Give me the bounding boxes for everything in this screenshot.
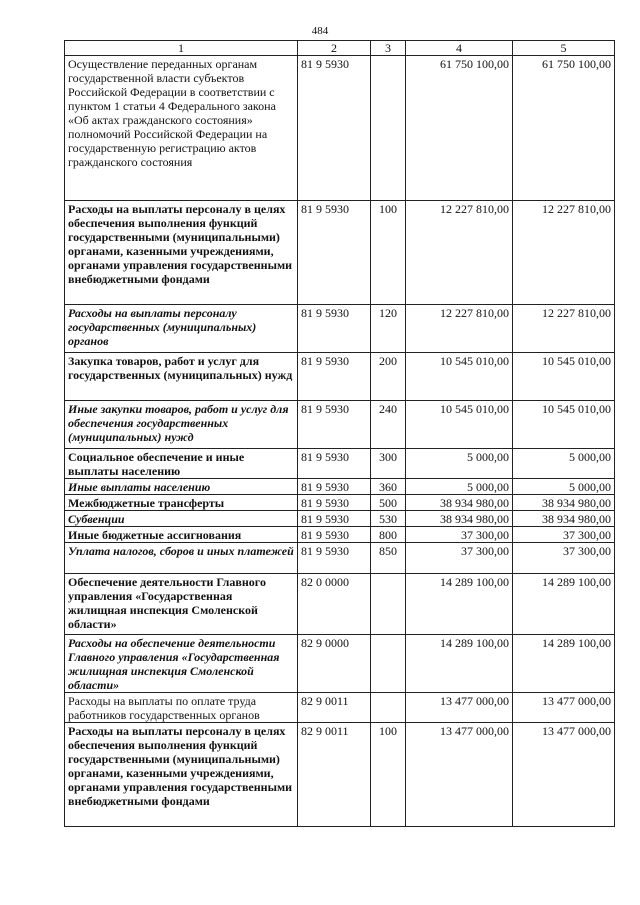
row-sum-year1-cell: 13 477 000,00 xyxy=(406,693,513,723)
row-vr-cell: 530 xyxy=(371,511,406,527)
row-vr-cell: 200 xyxy=(371,353,406,401)
row-sum-year2-cell: 14 289 100,00 xyxy=(513,574,615,635)
row-name-cell: Расходы на выплаты персоналу государственных (муниципальных) органов xyxy=(65,305,298,353)
row-name-cell: Иные бюджетные ассигнования xyxy=(65,527,298,543)
row-name-cell: Социальное обеспечение и иные выплаты населению xyxy=(65,449,298,479)
table-row xyxy=(65,693,615,723)
row-code-cell: 81 9 5930 xyxy=(298,401,371,449)
header-row xyxy=(65,41,615,56)
row-vr-cell xyxy=(371,574,406,635)
row-vr-cell: 850 xyxy=(371,543,406,574)
column-header-5: 5 xyxy=(513,41,615,56)
row-sum-year2-cell: 13 477 000,00 xyxy=(513,693,615,723)
row-vr-cell: 360 xyxy=(371,479,406,495)
row-sum-year2-cell: 37 300,00 xyxy=(513,543,615,574)
row-sum-year1-cell: 12 227 810,00 xyxy=(406,201,513,305)
row-code-cell: 82 0 0000 xyxy=(298,574,371,635)
row-name-cell: Обеспечение деятельности Главного управления «Государственная жилищная инспекция Смоленской области» xyxy=(65,574,298,635)
row-sum-year2-cell: 13 477 000,00 xyxy=(513,723,615,827)
row-sum-year1-cell: 5 000,00 xyxy=(406,449,513,479)
row-code-cell: 81 9 5930 xyxy=(298,479,371,495)
table-row xyxy=(65,305,615,353)
row-name-cell: Расходы на обеспечение деятельности Главного управления «Государственная жилищная инспекция Смоленской области» xyxy=(65,635,298,693)
row-code-cell: 81 9 5930 xyxy=(298,527,371,543)
row-sum-year2-cell: 38 934 980,00 xyxy=(513,511,615,527)
row-code-cell: 81 9 5930 xyxy=(298,305,371,353)
row-name-cell: Расходы на выплаты персоналу в целях обеспечения выполнения функций государственными (муниципальными) органами, казенными учреждениями, органами управления государственными внебюджетными фондами xyxy=(65,201,298,305)
row-sum-year1-cell: 12 227 810,00 xyxy=(406,305,513,353)
row-sum-year1-cell: 10 545 010,00 xyxy=(406,401,513,449)
row-code-cell: 82 9 0000 xyxy=(298,635,371,693)
table-row xyxy=(65,479,615,495)
row-name-cell: Уплата налогов, сборов и иных платежей xyxy=(65,543,298,574)
row-sum-year1-cell: 38 934 980,00 xyxy=(406,495,513,511)
table-row xyxy=(65,449,615,479)
row-name-cell: Иные закупки товаров, работ и услуг для обеспечения государственных (муниципальных) нужд xyxy=(65,401,298,449)
row-sum-year1-cell: 14 289 100,00 xyxy=(406,635,513,693)
row-sum-year1-cell: 61 750 100,00 xyxy=(406,56,513,201)
row-sum-year2-cell: 10 545 010,00 xyxy=(513,401,615,449)
table-row xyxy=(65,201,615,305)
table-row xyxy=(65,353,615,401)
column-header-2: 2 xyxy=(298,41,371,56)
row-sum-year2-cell: 12 227 810,00 xyxy=(513,201,615,305)
row-vr-cell: 240 xyxy=(371,401,406,449)
row-vr-cell: 500 xyxy=(371,495,406,511)
row-sum-year2-cell: 37 300,00 xyxy=(513,527,615,543)
column-header-1: 1 xyxy=(65,41,298,56)
row-sum-year1-cell: 37 300,00 xyxy=(406,527,513,543)
row-vr-cell xyxy=(371,693,406,723)
row-vr-cell: 800 xyxy=(371,527,406,543)
row-code-cell: 81 9 5930 xyxy=(298,511,371,527)
column-header-4: 4 xyxy=(406,41,513,56)
row-sum-year2-cell: 38 934 980,00 xyxy=(513,495,615,511)
row-sum-year2-cell: 61 750 100,00 xyxy=(513,56,615,201)
row-vr-cell: 100 xyxy=(371,723,406,827)
row-name-cell: Иные выплаты населению xyxy=(65,479,298,495)
row-name-cell: Субвенции xyxy=(65,511,298,527)
row-sum-year1-cell: 13 477 000,00 xyxy=(406,723,513,827)
row-sum-year2-cell: 5 000,00 xyxy=(513,479,615,495)
table-row xyxy=(65,495,615,511)
row-code-cell: 81 9 5930 xyxy=(298,495,371,511)
row-name-cell: Расходы на выплаты персоналу в целях обеспечения выполнения функций государственными (муниципальными) органами, казенными учреждениями, органами управления государственными внебюджетными фондами xyxy=(65,723,298,827)
row-code-cell: 82 9 0011 xyxy=(298,723,371,827)
row-sum-year1-cell: 38 934 980,00 xyxy=(406,511,513,527)
row-code-cell: 81 9 5930 xyxy=(298,449,371,479)
row-sum-year1-cell: 5 000,00 xyxy=(406,479,513,495)
row-name-cell: Расходы на выплаты по оплате труда работников государственных органов xyxy=(65,693,298,723)
table-row xyxy=(65,574,615,635)
table-row xyxy=(65,56,615,201)
row-sum-year2-cell: 10 545 010,00 xyxy=(513,353,615,401)
table-row xyxy=(65,527,615,543)
row-sum-year2-cell: 14 289 100,00 xyxy=(513,635,615,693)
table-body xyxy=(65,56,615,827)
page-number: 484 xyxy=(311,25,329,37)
row-code-cell: 81 9 5930 xyxy=(298,543,371,574)
table-row xyxy=(65,401,615,449)
row-sum-year1-cell: 37 300,00 xyxy=(406,543,513,574)
table-row xyxy=(65,635,615,693)
table-row xyxy=(65,543,615,574)
row-sum-year1-cell: 10 545 010,00 xyxy=(406,353,513,401)
row-vr-cell: 120 xyxy=(371,305,406,353)
row-code-cell: 81 9 5930 xyxy=(298,56,371,201)
row-code-cell: 81 9 5930 xyxy=(298,201,371,305)
table-row xyxy=(65,723,615,827)
column-header-3: 3 xyxy=(371,41,406,56)
budget-table xyxy=(64,40,615,827)
table-row xyxy=(65,511,615,527)
row-name-cell: Межбюджетные трансферты xyxy=(65,495,298,511)
row-vr-cell: 300 xyxy=(371,449,406,479)
row-sum-year2-cell: 12 227 810,00 xyxy=(513,305,615,353)
row-vr-cell xyxy=(371,56,406,201)
row-name-cell: Осуществление переданных органам государственной власти субъектов Российской Федерации в соответствии с пунктом 1 статьи 4 Федерального закона «Об актах гражданского состояния» полномочий Российской Федерации на государственную регистрацию актов гражданского состояния xyxy=(65,56,298,201)
row-code-cell: 81 9 5930 xyxy=(298,353,371,401)
row-vr-cell xyxy=(371,635,406,693)
row-sum-year1-cell: 14 289 100,00 xyxy=(406,574,513,635)
row-code-cell: 82 9 0011 xyxy=(298,693,371,723)
row-name-cell: Закупка товаров, работ и услуг для государственных (муниципальных) нужд xyxy=(65,353,298,401)
row-sum-year2-cell: 5 000,00 xyxy=(513,449,615,479)
row-vr-cell: 100 xyxy=(371,201,406,305)
